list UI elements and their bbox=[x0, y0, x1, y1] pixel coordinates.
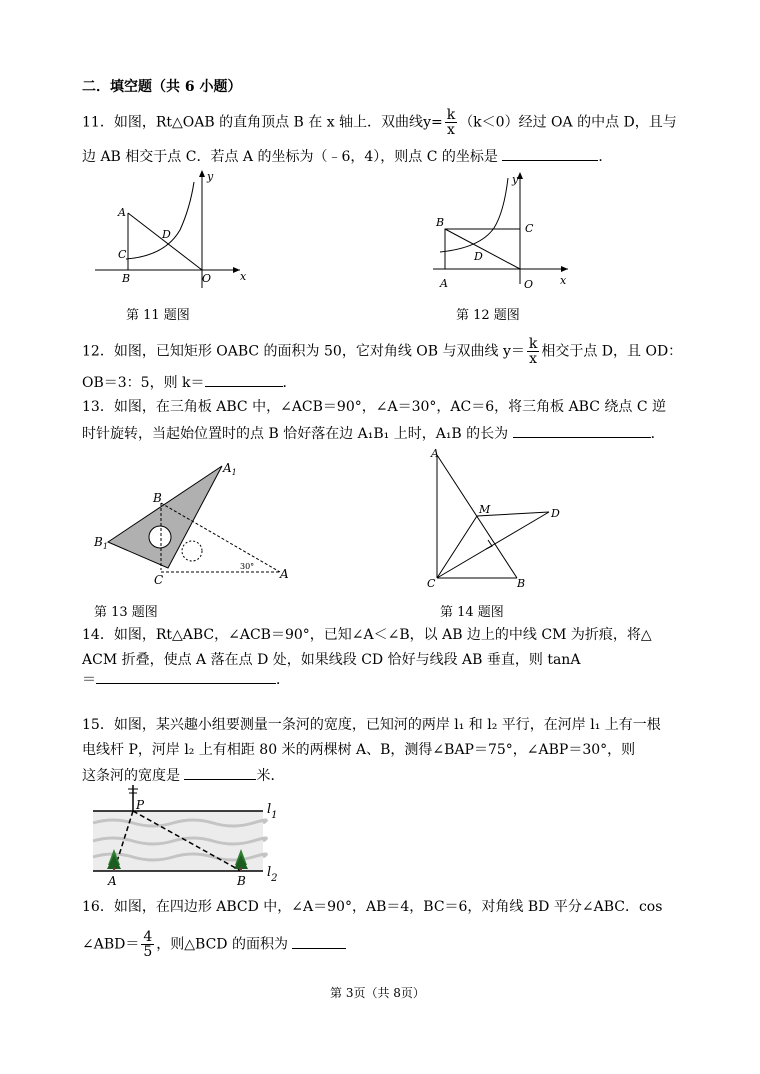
q12-label-B: B bbox=[436, 216, 445, 229]
q13-label-C: C bbox=[154, 573, 164, 587]
q15-figure bbox=[93, 783, 293, 888]
q11-text-c: 边 AB 相交于点 C．若点 A 的坐标为（﹣6，4），则点 C 的坐标是 bbox=[82, 149, 498, 165]
q16-line2 bbox=[82, 930, 346, 959]
q14-line1: 14．如图，Rt△ABC，∠ACB＝90°，已知∠A＜∠B，以 AB 边上的中线 CM 为折痕，将△ bbox=[82, 627, 652, 643]
q16-answer-blank[interactable] bbox=[292, 934, 346, 949]
page-footer: 第 3页（共 8页） bbox=[330, 986, 425, 1000]
q11-text-b: 经过 OA 的中点 D，且与 bbox=[518, 114, 677, 131]
q13-text: 时针旋转，当起始位置时的点 B 恰好落在边 A₁B₁ 上时，A₁B 的长为 bbox=[82, 426, 509, 442]
q12-figure bbox=[428, 172, 578, 292]
q13-label-A1: $A_1$ bbox=[223, 461, 237, 477]
q15-answer-blank[interactable] bbox=[184, 765, 256, 780]
q15-label-A: A bbox=[108, 874, 117, 888]
q15-label-l2: $l_2$ bbox=[267, 865, 278, 884]
q11-label-x: x bbox=[240, 270, 247, 283]
section-title: 二．填空题（共 6 小题） bbox=[82, 79, 242, 95]
q13-label-A: A bbox=[280, 567, 289, 581]
q12-fraction: $\frac{k}{x}$ bbox=[528, 336, 538, 367]
q11-text-a: 11．如图，Rt△OAB 的直角顶点 B 在 x 轴上．双曲线 bbox=[82, 114, 424, 131]
q12-text-a: 12．如图，已知矩形 OABC 的面积为 50，它对角线 OB 与双曲线 y＝ bbox=[82, 343, 525, 360]
q13-figure bbox=[90, 458, 300, 588]
q14-end: ． bbox=[276, 672, 290, 688]
q12-end: ． bbox=[282, 375, 297, 391]
q14-label-A: A bbox=[431, 447, 439, 460]
q16-text-b: ，则△BCD 的面积为 bbox=[156, 936, 288, 953]
q11-figure bbox=[90, 168, 260, 293]
q11-caption: 第 11 题图 bbox=[126, 308, 190, 323]
q11-label-O: O bbox=[202, 272, 212, 285]
q11-label-A: A bbox=[118, 206, 126, 219]
q16-line1: 16．如图，在四边形 ABCD 中，∠A＝90°，AB＝4，BC＝6，对角线 BD 平分∠ABC．cos bbox=[82, 899, 663, 915]
q11-line1 bbox=[82, 108, 677, 137]
q15-label-P: P bbox=[136, 798, 145, 812]
q11-formula-lhs: y= bbox=[423, 114, 443, 131]
q11-line2 bbox=[82, 146, 612, 166]
q11-answer-blank[interactable] bbox=[502, 146, 598, 161]
q11-condition: （k＜0） bbox=[459, 114, 519, 131]
q15-label-l1: $l_1$ bbox=[267, 802, 278, 821]
q13-caption: 第 13 题图 bbox=[94, 605, 158, 620]
q11-label-y: y bbox=[207, 170, 214, 183]
q14-label-C: C bbox=[427, 577, 436, 590]
q12-label-x: x bbox=[560, 274, 567, 287]
q16-fraction: $\frac{4}{5}$ bbox=[143, 929, 153, 960]
q11-label-D: D bbox=[162, 228, 171, 241]
q13-angle-label: 30° bbox=[240, 562, 255, 571]
q12-line2 bbox=[82, 372, 297, 392]
q12-text-c: OB＝3：5，则 k＝ bbox=[82, 375, 205, 391]
q12-label-A: A bbox=[440, 277, 448, 290]
q12-text-b: 相交于点 D，且 OD： bbox=[541, 343, 683, 360]
q12-label-y: y bbox=[512, 173, 519, 186]
q16-text-a: ∠ABD＝ bbox=[82, 936, 140, 953]
q12-label-D: D bbox=[474, 250, 483, 263]
q12-label-C: C bbox=[525, 222, 534, 235]
q13-end: ． bbox=[650, 426, 665, 442]
q11-fraction: $\frac{k}{x}$ bbox=[446, 107, 456, 138]
q11-end: ． bbox=[598, 149, 613, 165]
q13-line1: 13．如图，在三角板 ABC 中，∠ACB＝90°，∠A＝30°，AC＝6，将三角板 ABC 绕点 C 逆 bbox=[82, 399, 667, 415]
q15-text: 这条河的宽度是 bbox=[82, 768, 180, 784]
q15-line1: 15．如图，某兴趣小组要测量一条河的宽度，已知河的两岸 l₁ 和 l₂ 平行，在河岸 l₁ 上有一根 bbox=[82, 717, 661, 733]
q13-answer-blank[interactable] bbox=[513, 423, 651, 438]
q15-line2: 电线杆 P，河岸 l₂ 上有相距 80 米的两棵树 A、B，测得∠BAP＝75°，∠ABP＝30°，则 bbox=[82, 742, 636, 758]
q12-label-O: O bbox=[524, 278, 534, 291]
q14-eq: ＝ bbox=[82, 672, 96, 688]
q14-line2: ACM 折叠，使点 A 落在点 D 处，如果线段 CD 恰好与线段 AB 垂直，则 tanA bbox=[82, 652, 581, 668]
q14-answer-blank[interactable] bbox=[96, 669, 276, 684]
q15-unit: 米． bbox=[256, 768, 285, 784]
q12-line1 bbox=[82, 337, 682, 366]
q11-label-B: B bbox=[122, 272, 131, 285]
q11-label-C: C bbox=[118, 248, 127, 261]
q13-label-B: B bbox=[153, 491, 162, 505]
q14-line3 bbox=[82, 669, 290, 689]
q14-label-D: D bbox=[551, 507, 560, 520]
q12-answer-blank[interactable] bbox=[205, 372, 283, 387]
q15-label-B: B bbox=[237, 874, 246, 888]
q14-caption: 第 14 题图 bbox=[440, 605, 504, 620]
q13-label-B1: $B_1$ bbox=[94, 535, 108, 551]
q14-label-M: M bbox=[479, 503, 491, 516]
q14-label-B: B bbox=[517, 577, 526, 590]
q15-line3 bbox=[82, 765, 284, 785]
q14-figure bbox=[425, 447, 575, 592]
q13-line2 bbox=[82, 423, 665, 443]
q12-caption: 第 12 题图 bbox=[456, 308, 520, 323]
